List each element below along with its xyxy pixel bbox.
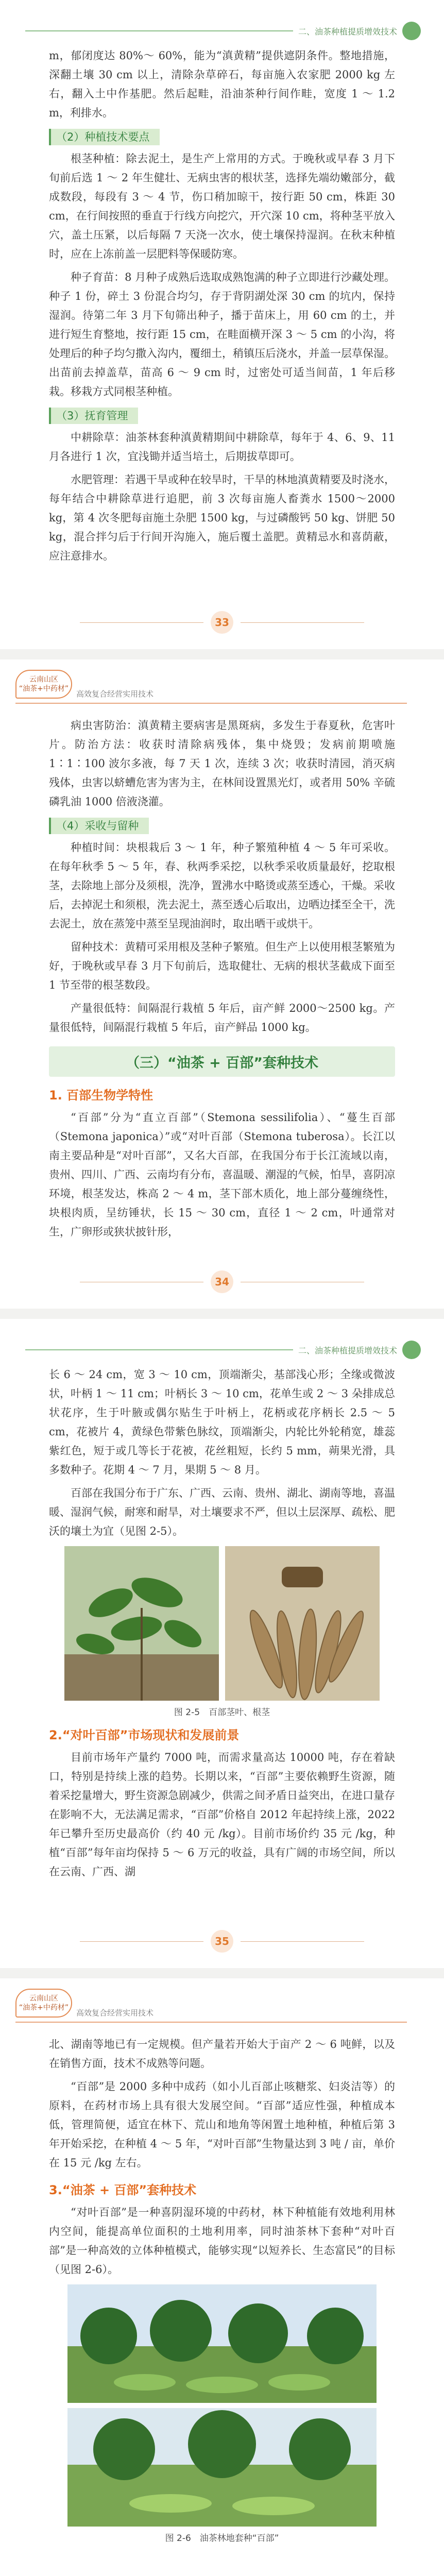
paragraph: 目前市场年产量约 7000 吨，而需求量高达 10000 吨，存在着缺口，特别是持续上涨的趋势。长期以来，“百部”主要依赖野生资源，随着采挖量增大，野生资源急剧减少，供需之间矛盾日益突出，在进口量存在影响不大，无法满足需求，“百部”价格自 2012 年起持续上涨，2022 年已攀升至历史最高价（约 40 元 /kg）。目前市场价约 35 元 /kg，种植“百部”每年亩均保持 5 ～ 6 万元的收益，具有广阔的市场空间，所以在云南、广西、湖 bbox=[49, 1751, 395, 1878]
paragraph: 产量很低特：间隔混行栽植 5 年后，亩产鲜 2000～2500 kg。产量很低特，间隔混行栽植 5 年后，亩产鲜品 1000 kg。 bbox=[49, 1002, 395, 1033]
page-header bbox=[15, 670, 154, 699]
leaf-icon bbox=[402, 1341, 421, 1359]
header-rule bbox=[15, 703, 407, 704]
header-label: 二、油茶种植提质增效技术 bbox=[298, 26, 397, 37]
section-heading: 3.“油茶 + 百部”套种技术 bbox=[49, 2183, 197, 2197]
page-body bbox=[49, 1365, 395, 1886]
figure-2-5 bbox=[49, 1546, 395, 1718]
section-subheading: （3）抚育管理 bbox=[49, 408, 138, 424]
paragraph: “对叶百部”是一种喜阴湿环境的中药材，林下种植能有效地利用林内空间，能提高单位面积的土地利用率，同时油茶林下套种“对叶百部”是一种高效的立体种植模式，能够实现“以短养长、生态富民”的目标（见图 2-6）。 bbox=[49, 2206, 395, 2276]
page-35 bbox=[0, 1319, 444, 1968]
page-34 bbox=[0, 659, 444, 1309]
paragraph: 种植时间：块根栽后 3 ～ 1 年，种子繁殖种植 4 ～ 5 年可采收。在每年秋季 5 ～ 5 年，春、秋两季采挖，以秋季采收质量最好，挖取根茎，去除地上部分及须根，洗净，置沸水中略烫或蒸至透心，干燥。采收后，去掉泥土和须根，洗去泥土，蒸至透心后取出，边晒边揉至全干，洗去泥土，放在蒸笼中蒸至呈现油润时，取出晒干或烘干。 bbox=[49, 841, 395, 930]
header-label: 二、油茶种植提质增效技术 bbox=[298, 1345, 397, 1355]
paragraph: 根茎种植：除去泥土，是生产上常用的方式。于晚秋或早春 3 月下旬前后选 1 ～ 2 年生健壮、无病虫害的根状茎，选择先端幼嫩部分，截成数段，每段有 3 ～ 4 节，伤口稍加晾干，按行距 50 cm，株距 30 cm，在行间按照的垂直于行线方向挖穴，开穴深 10 cm，将种茎平放入穴，盖土压紧，以后每隔 7 天浇一次水，使土壤保持湿润。在秋末种植时，应在上冻前盖一层肥料等保暖防寒。 bbox=[49, 152, 395, 260]
paragraph: m，郁闭度达 80%～ 60%，能为“滇黄精”提供遮阴条件。整地措施，深翻土壤 30 cm 以上，清除杂草碎石，每亩施入农家肥 2000 kg 左右，翻入土中作基肥。然后起畦，沿油茶种行间作畦，宽度 1 ～ 1.2 m，利排水。 bbox=[49, 49, 395, 119]
page-body bbox=[49, 716, 395, 1246]
paragraph: 北、湖南等地已有一定规模。但产量若开始大于亩产 2 ～ 6 吨鲜，以及在销售方面，技术不成熟等问题。 bbox=[49, 2038, 395, 2070]
figure-2-6 bbox=[49, 2284, 395, 2544]
header-rule bbox=[25, 1349, 293, 1350]
section-subheading: （4）采收与留种 bbox=[49, 818, 149, 834]
page-number: 34 bbox=[80, 1270, 364, 1293]
section-heading: 2.“对叶百部”市场现状和发展前景 bbox=[49, 1728, 240, 1742]
paragraph: “百部”分为“直立百部”（Stemona sessilifolia）、“蔓生百部（Stemona japonica）”或“对叶百部（Stemona tuberosa）。长江以南主要品种是“对叶百部”，又名大百部，在我国分布于长江流域以南，贵州、四川、广西、云南均有分布，喜温暖、潮湿的气候，怕旱，喜阴凉环境，根茎发达，株高 2 ～ 4 m，茎下部木质化，地上部分蔓缠绕性，块根肉质，呈纺锤状，长 15 ～ 30 cm，直径 1 ～ 2 cm，叶通常对生，广卵形或狭状披针形， bbox=[49, 1111, 395, 1238]
header-rule bbox=[15, 2022, 407, 2023]
page-header bbox=[25, 1340, 421, 1360]
page-number: 35 bbox=[80, 1930, 364, 1953]
intercropping-photo-bottom bbox=[67, 2408, 377, 2527]
series-badge: 云南山区 “油茶+中药材” bbox=[15, 670, 72, 699]
header-rule bbox=[25, 30, 293, 31]
series-subtitle: 高效复合经营实用技术 bbox=[76, 2008, 154, 2018]
paragraph: 百部在我国分布于广东、广西、云南、贵州、湖北、湖南等地，喜温暖、湿润气候，耐寒和耐旱，对土壤要求不严，但以土层深厚、疏松、肥沃的壤土为宜（见图 2-5）。 bbox=[49, 1487, 395, 1537]
page-header bbox=[15, 1989, 154, 2018]
section-subheading: （2）种植技术要点 bbox=[49, 129, 160, 145]
page-33 bbox=[0, 0, 444, 649]
section-heading: 1. 百部生物学特性 bbox=[49, 1088, 153, 1103]
figure-caption: 图 2-6 油茶林地套种“百部” bbox=[165, 2533, 279, 2544]
page-body bbox=[49, 46, 395, 570]
paragraph: “百部”是 2000 多种中成药（如小儿百部止咳糖浆、妇炎洁等）的原料，在药材市场上具有很大发展空间。“百部”适应性强，种植成本低，管理简便，适宜在林下、荒山和地角等闲置土地种植，种植后第 3 年开始采挖，在种植 4 ～ 5 年，“对叶百部”生物量达到 3 吨 / 亩，单价在 15 元 /kg 左右。 bbox=[49, 2080, 395, 2169]
paragraph: 中耕除草：油茶林套种滇黄精期间中耕除草，每年于 4、6、9、11 月各进行 1 次，宜浅锄并适当培土，后期拔草即可。 bbox=[49, 431, 395, 463]
page-header bbox=[25, 21, 421, 41]
page-36 bbox=[0, 1978, 444, 2576]
chapter-heading: （三）“油茶 + 百部”套种技术 bbox=[49, 1046, 395, 1077]
paragraph: 长 6 ～ 24 cm，宽 3 ～ 10 cm，顶端渐尖，基部浅心形；全缘或微波状，叶柄 1 ～ 11 cm；叶柄长 3 ～ 10 cm，花单生或 2 ～ 3 朵排成总状花序，生于叶腋或偶尔贴生于叶柄上，花柄或花序柄长 2.5 ～ 5 cm，花被片 4，黄绿色带紫色脉纹，顶端渐尖，内轮比外轮稍宽，雄蕊紫红色，短于或几等长于花被，花丝粗短，长约 5 mm，蒴果光滑，具多数种子。花期 4 ～ 7 月，果期 5 ～ 8 月。 bbox=[49, 1368, 396, 1476]
intercropping-photo-top bbox=[67, 2284, 377, 2403]
paragraph: 病虫害防治：滇黄精主要病害是黑斑病，多发生于春夏秋，危害叶片。防治方法：收获时清除病残体，集中烧毁；发病前期喷施 1∶1∶100 波尔多液，每 7 天 1 次，连续 3 次；收获时清园，消灭病残体，虫害以蛴螬危害为害为主，在林间设置黑光灯，或者用 50% 辛硫磷乳油 1000 倍液浇灌。 bbox=[49, 719, 395, 808]
series-subtitle: 高效复合经营实用技术 bbox=[76, 689, 154, 699]
page-body bbox=[49, 2035, 395, 2551]
page-number: 33 bbox=[80, 611, 364, 634]
stemona-plant-photo bbox=[64, 1546, 219, 1701]
leaf-icon bbox=[402, 22, 421, 40]
stemona-root-photo bbox=[225, 1546, 380, 1701]
paragraph: 留种技术：黄精可采用根及茎种子繁殖。但生产上以使用根茎繁殖为好，于晚秋或早春 3 月下旬前后，选取健壮、无病的根状茎截成下面至 1 节至带的根茎数段。 bbox=[49, 941, 395, 991]
paragraph: 种子育苗：8 月种子成熟后选取成熟饱满的种子立即进行沙藏处理。种子 1 份，碎土 3 份混合均匀，存于背阴湖处深 30 cm 的坑内，保持湿润。待第二年 3 月下旬筛出种子，播于苗床上，用 60 cm 的土，并进行短生育整地，按行距 15 cm，在畦面横开深 3 ～ 5 cm 的小沟，将处理后的种子均匀撒入沟内，覆细土，稍镇压后浇水，并盖一层草保湿。出苗前去掉盖草，苗高 6 ～ 9 cm 时，过密处可适当间苗，1 年后移栽。移栽方式同根茎种植。 bbox=[49, 271, 395, 398]
paragraph: 水肥管理：若遇干旱或种在较旱时，干旱的林地滇黄精要及时浇水，每年结合中耕除草进行追肥，前 3 次每亩施人畜粪水 1500～2000 kg，第 4 次冬肥每亩施土杂肥 1500 kg，与过磷酸钙 50 kg、饼肥 50 kg，混合拌匀后于行间开沟施入，施后覆土盖肥。黄精忌水和喜荫蔽，应注意排水。 bbox=[49, 473, 395, 562]
figure-caption: 图 2-5 百部茎叶、根茎 bbox=[174, 1707, 270, 1718]
series-badge: 云南山区 “油茶+中药材” bbox=[15, 1989, 72, 2018]
